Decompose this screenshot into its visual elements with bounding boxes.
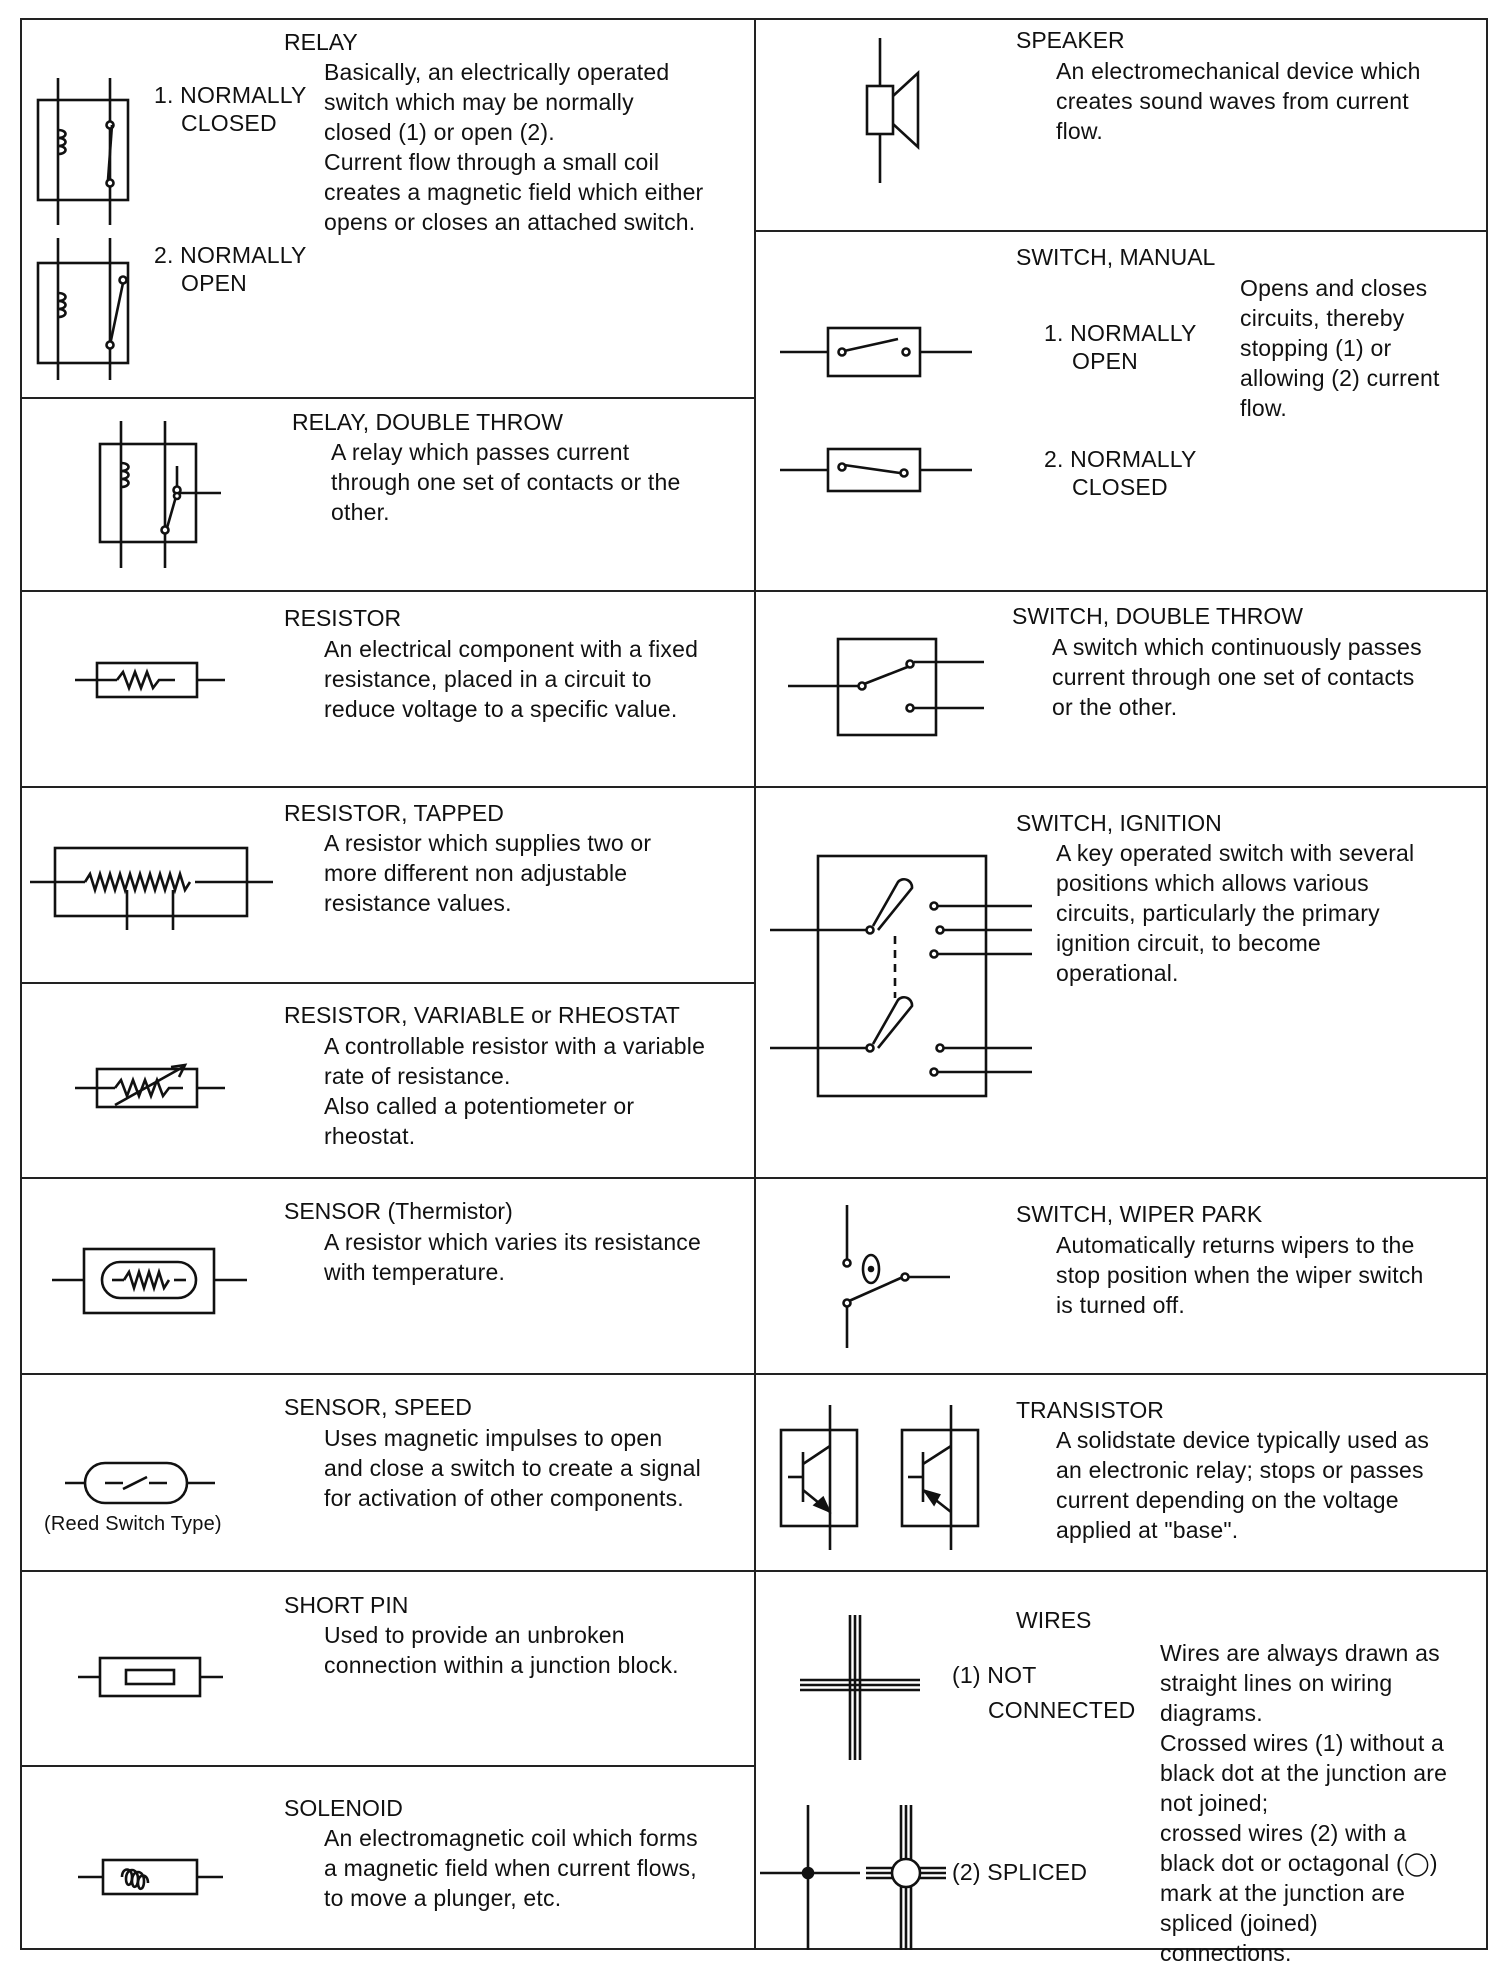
relay-item-2b: OPEN <box>181 270 247 296</box>
transistor-desc-3: current depending on the voltage <box>1056 1487 1399 1513</box>
speaker-desc-1: An electromechanical device which <box>1056 58 1421 84</box>
sensor-speed-title: SENSOR, SPEED <box>284 1394 472 1420</box>
sensor-speed-desc-1: Uses magnetic impulses to open <box>324 1425 663 1451</box>
relay-item-1b: CLOSED <box>181 110 277 136</box>
switch-manual-desc-5: flow. <box>1240 395 1288 421</box>
switch-manual-item-1: 1. NORMALLY <box>1044 320 1197 346</box>
solenoid-desc-3: to move a plunger, etc. <box>324 1885 562 1911</box>
resistor-variable-title: RESISTOR, VARIABLE or RHEOSTAT <box>284 1002 680 1028</box>
transistor-desc-1: A solidstate device typically used as <box>1056 1427 1430 1453</box>
speaker-title: SPEAKER <box>1016 27 1125 53</box>
wires-desc-1: Wires are always drawn as <box>1160 1640 1440 1666</box>
relay-title: RELAY <box>284 29 358 55</box>
wires-item-2: (2) SPLICED <box>952 1859 1088 1885</box>
speaker-desc-2: creates sound waves from current <box>1056 88 1409 114</box>
relay-double-throw-symbol <box>95 418 235 568</box>
relay-item-2: 2. NORMALLY <box>154 242 307 268</box>
sensor-speed-caption: (Reed Switch Type) <box>44 1513 222 1535</box>
resistor-symbol <box>75 660 225 700</box>
solenoid-desc-1: An electromagnetic coil which forms <box>324 1825 698 1851</box>
sensor-thermistor-desc-2: with temperature. <box>324 1259 506 1285</box>
relay-double-title: RELAY, DOUBLE THROW <box>292 409 563 435</box>
switch-double-desc-3: or the other. <box>1052 694 1178 720</box>
wires-item-1: (1) NOT <box>952 1662 1037 1688</box>
row-divider <box>22 590 1486 592</box>
switch-manual-item-2: 2. NORMALLY <box>1044 446 1197 472</box>
transistor-desc-2: an electronic relay; stops or passes <box>1056 1457 1424 1483</box>
wires-desc-2: straight lines on wiring <box>1160 1670 1393 1696</box>
relay-desc-2: switch which may be normally <box>324 89 634 115</box>
switch-manual-title: SWITCH, MANUAL <box>1016 244 1216 270</box>
row-divider <box>22 1373 1486 1375</box>
wires-desc-10: spliced (joined) <box>1160 1910 1318 1936</box>
resistor-variable-symbol <box>75 1055 225 1115</box>
row-divider <box>22 397 754 399</box>
resistor-desc-2: resistance, placed in a circuit to <box>324 666 652 692</box>
switch-wiper-title: SWITCH, WIPER PARK <box>1016 1201 1263 1227</box>
switch-ignition-desc-1: A key operated switch with several <box>1056 840 1415 866</box>
sensor-thermistor-symbol <box>52 1246 247 1316</box>
switch-double-title: SWITCH, DOUBLE THROW <box>1012 603 1303 629</box>
switch-ignition-symbol <box>770 852 1040 1102</box>
switch-manual-desc-3: stopping (1) or <box>1240 335 1392 361</box>
resistor-tapped-desc-2: more different non adjustable <box>324 860 628 886</box>
solenoid-symbol <box>78 1855 228 1899</box>
switch-manual-desc-4: allowing (2) current <box>1240 365 1440 391</box>
solenoid-desc-2: a magnetic field when current flows, <box>324 1855 697 1881</box>
resistor-tapped-title: RESISTOR, TAPPED <box>284 800 504 826</box>
row-divider <box>22 1570 1486 1572</box>
wires-symbols <box>760 1615 950 1955</box>
resistor-variable-desc-1: A controllable resistor with a variable <box>324 1033 706 1059</box>
transistor-title: TRANSISTOR <box>1016 1397 1164 1423</box>
relay-double-desc-1: A relay which passes current <box>331 439 630 465</box>
resistor-title: RESISTOR <box>284 605 402 631</box>
resistor-variable-desc-3: Also called a potentiometer or <box>324 1093 635 1119</box>
solenoid-title: SOLENOID <box>284 1795 403 1821</box>
column-divider <box>754 20 756 1948</box>
wires-item-1b: CONNECTED <box>988 1697 1136 1723</box>
switch-double-desc-2: current through one set of contacts <box>1052 664 1415 690</box>
relay-desc-1: Basically, an electrically operated <box>324 59 670 85</box>
short-pin-desc-2: connection within a junction block. <box>324 1652 679 1678</box>
switch-ignition-desc-2: positions which allows various <box>1056 870 1369 896</box>
wires-desc-9: mark at the junction are <box>1160 1880 1406 1906</box>
relay-double-desc-2: through one set of contacts or the <box>331 469 681 495</box>
resistor-desc-3: reduce voltage to a specific value. <box>324 696 678 722</box>
sensor-thermistor-title: SENSOR (Thermistor) <box>284 1198 513 1224</box>
switch-wiper-desc-3: is turned off. <box>1056 1292 1185 1318</box>
speaker-symbol <box>862 38 932 188</box>
resistor-tapped-symbol <box>30 845 275 930</box>
sensor-speed-symbol <box>65 1459 215 1509</box>
wires-desc-4: Crossed wires (1) without a <box>1160 1730 1445 1756</box>
switch-ignition-desc-3: circuits, particularly the primary <box>1056 900 1380 926</box>
relay-normally-closed-symbol <box>30 75 140 395</box>
sensor-speed-desc-2: and close a switch to create a signal <box>324 1455 701 1481</box>
switch-manual-symbols <box>780 325 975 495</box>
resistor-desc-1: An electrical component with a fixed <box>324 636 699 662</box>
resistor-tapped-desc-1: A resistor which supplies two or <box>324 830 652 856</box>
speaker-desc-3: flow. <box>1056 118 1104 144</box>
resistor-variable-desc-4: rheostat. <box>324 1123 416 1149</box>
switch-manual-item-2b: CLOSED <box>1072 474 1168 500</box>
relay-desc-4: Current flow through a small coil <box>324 149 660 175</box>
switch-double-desc-1: A switch which continuously passes <box>1052 634 1422 660</box>
switch-wiper-desc-1: Automatically returns wipers to the <box>1056 1232 1415 1258</box>
relay-double-desc-3: other. <box>331 499 390 525</box>
row-divider <box>754 230 1486 232</box>
switch-manual-desc-1: Opens and closes <box>1240 275 1428 301</box>
row-divider <box>22 1765 754 1767</box>
switch-ignition-title: SWITCH, IGNITION <box>1016 810 1222 836</box>
wires-desc-7: crossed wires (2) with a <box>1160 1820 1407 1846</box>
wires-desc-11: connections. <box>1160 1940 1292 1966</box>
wires-desc-3: diagrams. <box>1160 1700 1263 1726</box>
wires-desc-6: not joined; <box>1160 1790 1269 1816</box>
row-divider <box>22 1177 1486 1179</box>
relay-item-1: 1. NORMALLY <box>154 82 307 108</box>
switch-ignition-desc-5: operational. <box>1056 960 1179 986</box>
switch-manual-item-1b: OPEN <box>1072 348 1138 374</box>
row-divider <box>22 982 754 984</box>
transistor-desc-4: applied at "base". <box>1056 1517 1239 1543</box>
resistor-variable-desc-2: rate of resistance. <box>324 1063 511 1089</box>
switch-wiper-park-symbol <box>825 1205 960 1350</box>
relay-desc-6: opens or closes an attached switch. <box>324 209 696 235</box>
wires-desc-5: black dot at the junction are <box>1160 1760 1448 1786</box>
short-pin-desc-1: Used to provide an unbroken <box>324 1622 625 1648</box>
switch-manual-desc-2: circuits, thereby <box>1240 305 1405 331</box>
short-pin-title: SHORT PIN <box>284 1592 409 1618</box>
switch-wiper-desc-2: stop position when the wiper switch <box>1056 1262 1424 1288</box>
sensor-thermistor-desc-1: A resistor which varies its resistance <box>324 1229 702 1255</box>
short-pin-symbol <box>78 1655 228 1699</box>
switch-ignition-desc-4: ignition circuit, to become <box>1056 930 1321 956</box>
transistor-symbols <box>778 1402 993 1552</box>
resistor-tapped-desc-3: resistance values. <box>324 890 512 916</box>
switch-double-throw-symbol <box>788 636 988 736</box>
sensor-speed-desc-3: for activation of other components. <box>324 1485 684 1511</box>
wires-title: WIRES <box>1016 1607 1092 1633</box>
relay-desc-5: creates a magnetic field which either <box>324 179 704 205</box>
relay-desc-3: closed (1) or open (2). <box>324 119 555 145</box>
row-divider <box>22 786 1486 788</box>
wires-desc-8: black dot or octagonal (◯) <box>1160 1850 1438 1876</box>
